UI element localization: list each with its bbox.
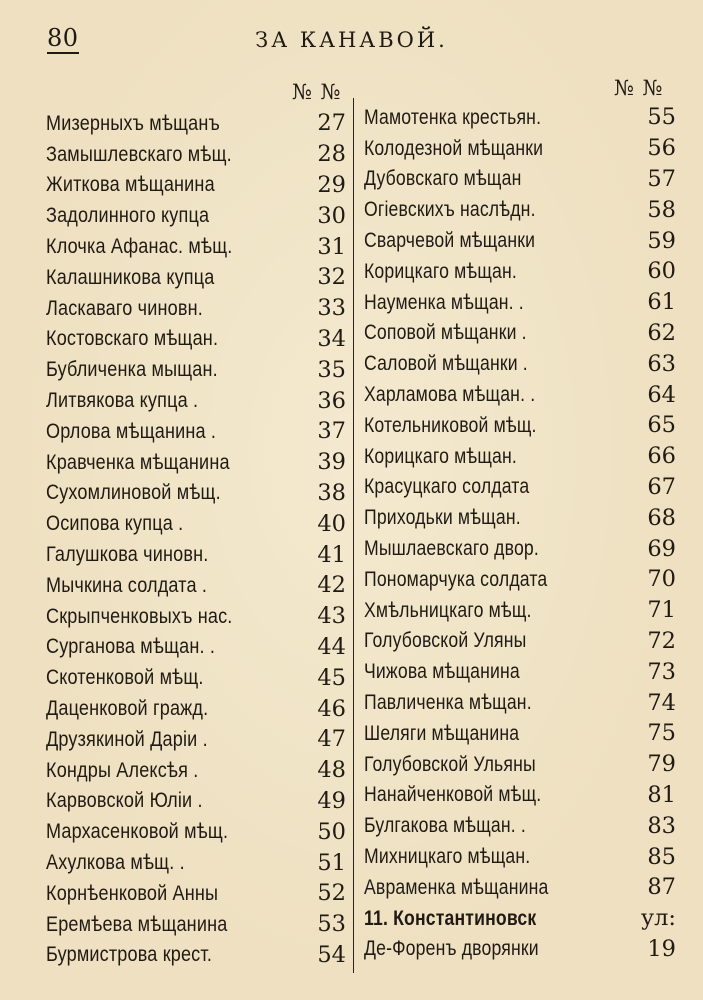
list-item	[364, 502, 676, 533]
owner-name: Кондры Алексѣя .	[46, 757, 199, 782]
house-number: 79	[647, 751, 676, 778]
house-number: 42	[317, 572, 346, 599]
house-number: 69	[647, 535, 676, 562]
list-item	[46, 324, 346, 355]
owner-name: Шеляги мѣщанина	[364, 720, 520, 745]
owner-name: Скрыпченковыхъ нас.	[46, 603, 233, 628]
list-item	[364, 934, 676, 965]
house-number: 41	[317, 541, 346, 568]
owner-name: Корнѣенковой Анны	[46, 880, 219, 905]
owner-name: Хмѣльницкаго мѣщ.	[364, 597, 532, 622]
house-number: 81	[647, 781, 676, 808]
owner-name: Корицкаго мѣщан.	[364, 443, 517, 468]
owner-name: Бубличенка мыщан.	[46, 357, 218, 382]
house-number: 39	[317, 449, 346, 476]
list-item	[364, 749, 676, 780]
house-number: 44	[317, 633, 346, 660]
list-item	[364, 564, 676, 595]
house-number: 72	[647, 627, 676, 654]
house-number: 75	[647, 720, 676, 747]
list-item	[46, 570, 346, 601]
list-item	[46, 139, 346, 170]
list-item	[364, 472, 676, 503]
house-number: 71	[647, 597, 676, 624]
owner-name: Орлова мѣщанина .	[46, 418, 217, 443]
owner-name: Нанайченковой мѣщ.	[364, 782, 542, 807]
list-item	[46, 816, 346, 847]
list-item	[46, 354, 346, 385]
list-item	[46, 200, 346, 231]
list-item	[364, 164, 676, 195]
list-item	[46, 262, 346, 293]
list-item	[364, 256, 676, 287]
owner-name: Науменка мѣщан. .	[364, 289, 524, 314]
house-number: 62	[647, 319, 676, 346]
house-number: 29	[317, 171, 346, 198]
owner-name: 11. Константиновск	[364, 905, 537, 930]
list-item	[46, 508, 346, 539]
list-item	[364, 780, 676, 811]
house-number: 48	[317, 757, 346, 784]
owner-name: Чижова мѣщанина	[364, 659, 520, 684]
list-item	[46, 786, 346, 817]
owner-name: Замышлевскаго мѣщ.	[46, 141, 232, 166]
list-item	[46, 478, 346, 509]
owner-name: Бурмистрова крест.	[46, 942, 213, 967]
owner-name: Харламова мѣщан. .	[364, 382, 536, 407]
house-number: 32	[317, 264, 346, 291]
owner-name: Костовскаго мѣщан.	[46, 326, 219, 351]
list-item	[46, 693, 346, 724]
house-number: 65	[647, 412, 676, 439]
list-item	[364, 379, 676, 410]
list-item	[364, 225, 676, 256]
owner-name: Мизерныхъ мѣщанъ	[46, 110, 220, 135]
list-item	[46, 909, 346, 940]
list-item	[364, 102, 676, 133]
running-title: ЗА КАНАВОЙ.	[255, 28, 448, 52]
list-item	[364, 441, 676, 472]
list-item	[46, 293, 346, 324]
list-item	[364, 133, 676, 164]
column-divider	[353, 98, 354, 973]
owner-name: Котельниковой мѣщ.	[364, 412, 537, 437]
list-item	[46, 940, 346, 971]
owner-name: Задолинного купца	[46, 203, 210, 228]
list-item	[46, 231, 346, 262]
house-number: 73	[647, 658, 676, 685]
house-number: 34	[317, 325, 346, 352]
house-number: 35	[317, 356, 346, 383]
owner-name: Сварчевой мѣщанки	[364, 228, 536, 253]
owner-name: Карвовской Юліи .	[46, 788, 203, 813]
owner-name: Михницкаго мѣщан.	[364, 844, 531, 869]
house-number: 87	[647, 874, 676, 901]
house-number: 85	[647, 843, 676, 870]
house-number: 60	[647, 258, 676, 285]
house-number: 50	[317, 818, 346, 845]
house-number: ул:	[640, 905, 676, 932]
owner-name: Саловой мѣщанки .	[364, 351, 528, 376]
house-number: 74	[647, 689, 676, 716]
list-item	[364, 810, 676, 841]
owner-name: Сурганова мѣщан. .	[46, 634, 216, 659]
house-number: 63	[647, 350, 676, 377]
list-item	[364, 287, 676, 318]
house-number: 83	[647, 812, 676, 839]
house-number: 36	[317, 387, 346, 414]
house-number: 37	[317, 418, 346, 445]
owner-name: Осипова купца .	[46, 511, 184, 536]
owner-name: Колодезной мѣщанки	[364, 135, 544, 160]
house-number: 28	[317, 141, 346, 168]
house-number: 49	[317, 787, 346, 814]
house-number: 53	[317, 911, 346, 938]
list-item	[46, 724, 346, 755]
house-number: 46	[317, 695, 346, 722]
owner-name: Булгакова мѣщан. .	[364, 813, 526, 838]
list-item	[364, 595, 676, 626]
list-item	[364, 718, 676, 749]
owner-name: Де-Форенъ дворянки	[364, 936, 539, 961]
column-heading-right: № №	[614, 76, 664, 100]
owner-name: Кравченка мѣщанина	[46, 449, 230, 474]
house-number: 52	[317, 880, 346, 907]
list-item	[46, 847, 346, 878]
list-item	[46, 755, 346, 786]
house-number: 55	[647, 104, 676, 131]
list-item	[364, 841, 676, 872]
owner-name: Ахулкова мѣщ. .	[46, 850, 185, 875]
list-item	[46, 878, 346, 909]
list-item	[364, 626, 676, 657]
column-heading-left: № №	[292, 80, 342, 104]
list-item	[364, 348, 676, 379]
page-number: 80	[47, 24, 79, 52]
owner-name: Соповой мѣщанки .	[364, 320, 527, 345]
list-item	[46, 416, 346, 447]
owner-name: Еремѣева мѣщанина	[46, 911, 228, 936]
owner-name: Житкова мѣщанина	[46, 172, 215, 197]
owner-name: Корицкаго мѣщан.	[364, 258, 517, 283]
house-number: 43	[317, 603, 346, 630]
owner-name: Сухомлиновой мѣщ.	[46, 480, 221, 505]
owner-name: Мышлаевскаго двор.	[364, 536, 539, 561]
owner-name: Пономарчука солдата	[364, 566, 548, 591]
left-column-list	[46, 108, 346, 970]
house-number: 33	[317, 295, 346, 322]
list-item	[364, 872, 676, 903]
house-number: 38	[317, 479, 346, 506]
house-number: 59	[647, 227, 676, 254]
house-number: 45	[317, 664, 346, 691]
house-number: 19	[647, 935, 676, 962]
owner-name: Голубовской Ульяны	[364, 751, 536, 776]
house-number: 58	[647, 196, 676, 223]
list-item	[46, 662, 346, 693]
house-number: 31	[317, 233, 346, 260]
house-number: 51	[317, 849, 346, 876]
house-number: 30	[317, 202, 346, 229]
list-item	[364, 656, 676, 687]
house-number: 54	[317, 941, 346, 968]
list-item	[46, 447, 346, 478]
house-number: 66	[647, 443, 676, 470]
house-number: 47	[317, 726, 346, 753]
list-item	[364, 687, 676, 718]
list-item	[364, 533, 676, 564]
owner-name: Ласкаваго чиновн.	[46, 295, 203, 320]
owner-name: Даценковой гражд.	[46, 696, 209, 721]
owner-name: Скотенковой мѣщ.	[46, 665, 204, 690]
list-item	[46, 385, 346, 416]
house-number: 70	[647, 566, 676, 593]
list-item	[46, 601, 346, 632]
house-number: 67	[647, 473, 676, 500]
owner-name: Павличенка мѣщан.	[364, 690, 532, 715]
list-item	[364, 410, 676, 441]
owner-name: Мычкина солдата .	[46, 572, 208, 597]
owner-name: Красуцкаго солдата	[364, 474, 530, 499]
list-item	[364, 903, 676, 934]
house-number: 57	[647, 165, 676, 192]
house-number: 27	[317, 110, 346, 137]
house-number: 64	[647, 381, 676, 408]
house-number: 40	[317, 510, 346, 537]
house-number: 68	[647, 504, 676, 531]
house-number: 56	[647, 135, 676, 162]
list-item	[46, 539, 346, 570]
owner-name: Мамотенка крестьян.	[364, 104, 542, 129]
owner-name: Приходьки мѣщан.	[364, 505, 521, 530]
house-number: 61	[647, 289, 676, 316]
owner-name: Голубовской Уляны	[364, 628, 527, 653]
list-item	[46, 170, 346, 201]
list-item	[364, 318, 676, 349]
owner-name: Авраменка мѣщанина	[364, 874, 549, 899]
owner-name: Литвякова купца .	[46, 388, 199, 413]
owner-name: Дубовскаго мѣщан	[364, 166, 522, 191]
owner-name: Клочка Афанас. мѣщ.	[46, 234, 233, 259]
list-item	[46, 632, 346, 663]
list-item	[364, 194, 676, 225]
right-column-list	[364, 102, 676, 964]
owner-name: Друзякиной Даріи .	[46, 726, 208, 751]
list-item	[46, 108, 346, 139]
owner-name: Калашникова купца	[46, 264, 215, 289]
owner-name: Мархасенковой мѣщ.	[46, 819, 229, 844]
owner-name: Галушкова чиновн.	[46, 542, 209, 567]
owner-name: Огіевскихъ наслѣдн.	[364, 197, 536, 222]
